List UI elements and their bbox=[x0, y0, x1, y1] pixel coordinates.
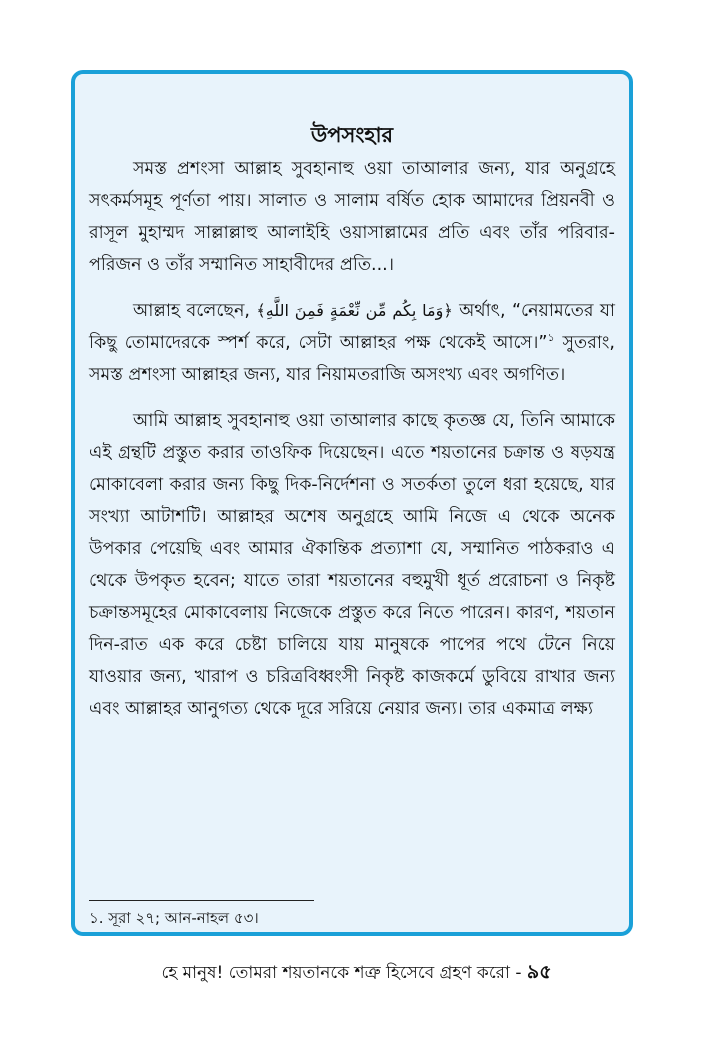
running-title: হে মানুষ! তোমরা শয়তানকে শত্রু হিসেবে গ্রহণ করো - bbox=[161, 963, 527, 983]
page-frame bbox=[71, 70, 633, 936]
footnote: ১. সূরা ২৭; আন-নাহল ৫৩। bbox=[89, 909, 259, 927]
paragraph-2-conclusion: সুতরাং, সমস্ত প্রশংসা আল্লাহর জন্য, যার নিয়ামতরাজি অসংখ্য এবং অগণিত। bbox=[89, 333, 615, 385]
footnote-divider bbox=[89, 900, 314, 901]
paragraph-1: সমস্ত প্রশংসা আল্লাহ সুবহানাহু ওয়া তাআলার জন্য, যার অনুগ্রহে সৎকর্মসমূহ পূর্ণতা পায়। সালাত ও সালাম বর্ষিত হোক আমাদের প্রিয়নবী ও রাসূল মুহাম্মদ সাল্লাল্লাহু আলাইহি ওয়াসাল্লামের প্রতি এবং তাঁর পরিবার-পরিজন ও তাঁর সম্মানিত সাহাবীদের প্রতি...। bbox=[89, 159, 615, 275]
paragraph-2 bbox=[89, 295, 615, 391]
page-footer bbox=[0, 960, 713, 985]
page-number: ৯৫ bbox=[526, 961, 552, 983]
quran-verse: ﴿وَمَا بِكُم مِّن نِّعْمَةٍ فَمِنَ اللَّهِ﴾ bbox=[256, 301, 453, 320]
paragraph-3: আমি আল্লাহ সুবহানাহু ওয়া তাআলার কাছে কৃতজ্ঞ যে, তিনি আমাকে এই গ্রন্থটি প্রস্তুত করার তাওফিক দিয়েছেন। এতে শয়তানের চক্রান্ত ও ষড়যন্ত্র মোকাবেলা করার জন্য কিছু দিক-নির্দেশনা ও সতর্কতা তুলে ধরা হয়েছে, যার সংখ্যা আটাশটি। আল্লাহর অশেষ অনুগ্রহে আমি নিজে এ থেকে অনেক উপকার পেয়েছি এবং আমার ঐকান্তিক প্রত্যাশা যে, সম্মানিত পাঠকরাও এ থেকে উপকৃত হবেন; যাতে তারা শয়তানের বহুমুখী ধূর্ত প্ররোচনা ও নিকৃষ্ট চক্রান্তসমূহের মোকাবেলায় নিজেকে প্রস্তুত করে নিতে পারেন। কারণ, শয়তান দিন-রাত এক করে চেষ্টা চালিয়ে যায় মানুষকে পাপের পথে টেনে নিয়ে যাওয়ার জন্য, খারাপ ও চরিত্রবিধ্বংসী নিকৃষ্ট কাজকর্মে ডুবিয়ে রাখার জন্য এবং আল্লাহর আনুগত্য থেকে দূরে সরিয়ে নেয়ার জন্য। তার একমাত্র লক্ষ্য bbox=[89, 411, 615, 719]
footnote-marker[interactable]: ১ bbox=[547, 331, 555, 345]
paragraph-2-translation: অর্থাৎ, “নেয়ামতের যা কিছু তোমাদেরকে স্পর্শ করে, সেটা আল্লাহর পক্ষ থেকেই আসে।” bbox=[89, 301, 615, 353]
paragraph-2-intro: আল্লাহ বলেছেন, bbox=[133, 301, 250, 321]
page-content bbox=[89, 120, 615, 739]
chapter-heading: উপসংহার bbox=[310, 123, 394, 147]
